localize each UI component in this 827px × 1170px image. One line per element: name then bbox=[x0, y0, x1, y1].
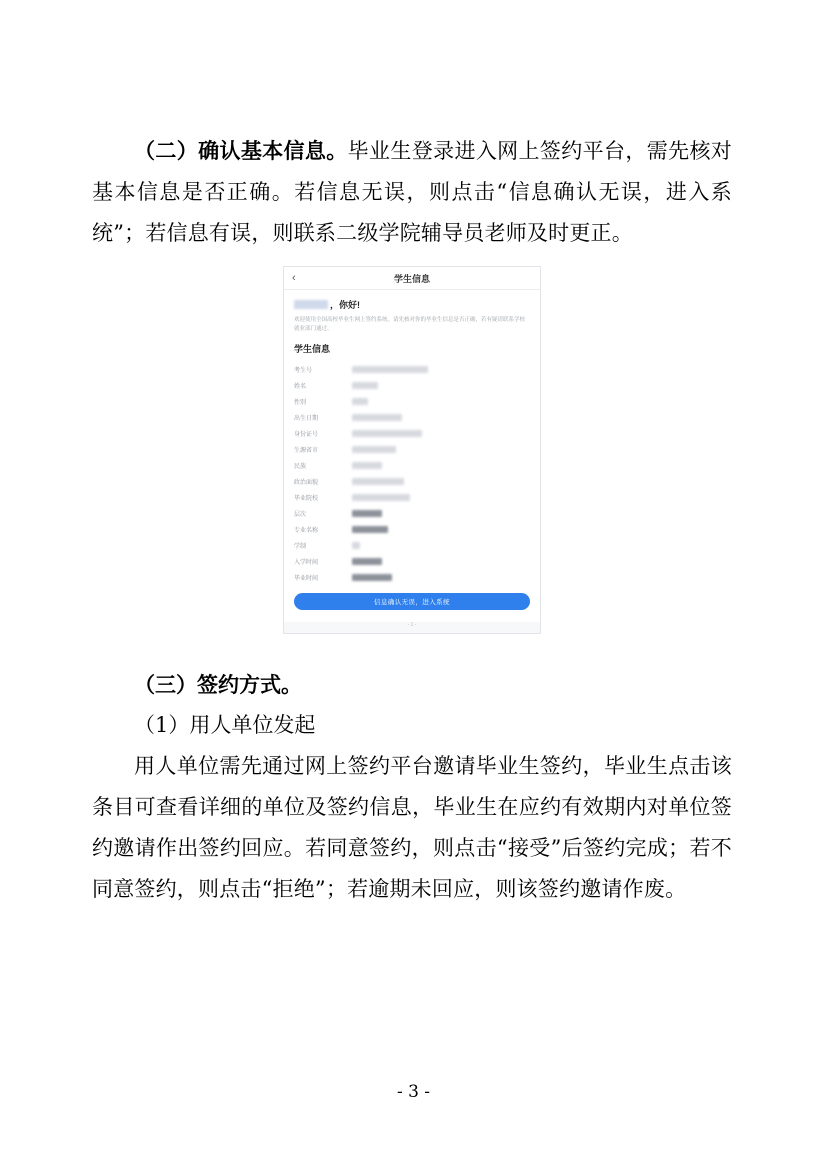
list-item bbox=[294, 521, 530, 537]
list-item bbox=[294, 409, 530, 425]
list-item bbox=[294, 489, 530, 505]
field-label: 政治面貌 bbox=[294, 479, 319, 486]
field-value-redaction bbox=[352, 398, 368, 405]
paragraph-employer-initiated-detail: 用人单位需先通过网上签约平台邀请毕业生签约，毕业生点击该条目可查看详细的单位及签约信息，毕业生在应约有效期内对单位签约邀请作出签约回应。若同意签约，则点击“接受”后签约完成；若不同意签约，则点击“拒绝”；若逾期未回应，则该签约邀请作废。 bbox=[92, 754, 732, 901]
field-label: 生源省市 bbox=[294, 447, 319, 454]
field-value-redaction bbox=[352, 382, 378, 389]
chevron-left-icon[interactable]: ‹ bbox=[292, 272, 296, 284]
list-item bbox=[294, 553, 530, 569]
field-label: 毕业院校 bbox=[294, 495, 319, 502]
subheading-employer-initiated: （1）用人单位发起 bbox=[134, 713, 316, 737]
field-label: 民族 bbox=[294, 463, 307, 470]
field-value-redaction bbox=[352, 478, 404, 485]
list-item bbox=[294, 537, 530, 553]
paragraph-lead-label: （二）确认基本信息。 bbox=[134, 138, 348, 163]
greeting-text: ，你好! bbox=[330, 300, 360, 310]
list-item bbox=[294, 505, 530, 521]
phone-screenshot-figure bbox=[92, 266, 732, 634]
list-item bbox=[294, 473, 530, 489]
field-label: 专业名称 bbox=[294, 527, 319, 534]
field-value-redaction bbox=[352, 430, 422, 437]
field-label: 层次 bbox=[294, 511, 307, 518]
list-item bbox=[294, 393, 530, 409]
field-label: 身份证号 bbox=[294, 431, 319, 438]
field-value-redaction bbox=[352, 494, 410, 501]
phone-footer-text: - 1 - bbox=[407, 622, 417, 628]
page-number: - 3 - bbox=[396, 1082, 431, 1102]
confirm-info-button[interactable]: 信息确认无误，进入系统 bbox=[294, 593, 530, 610]
field-value-redaction bbox=[352, 510, 382, 517]
field-label: 出生日期 bbox=[294, 415, 319, 422]
spacer bbox=[92, 634, 732, 664]
field-value-redaction bbox=[352, 414, 402, 421]
field-label: 学制 bbox=[294, 543, 307, 550]
student-info-section-title: 学生信息 bbox=[294, 344, 331, 354]
field-label: 性别 bbox=[294, 399, 307, 406]
field-value-redaction bbox=[352, 558, 382, 565]
list-item bbox=[294, 361, 530, 377]
field-value-redaction bbox=[352, 462, 382, 469]
list-item bbox=[294, 377, 530, 393]
list-item bbox=[294, 457, 530, 473]
paragraph-confirm-basic-info bbox=[92, 130, 732, 254]
student-info-field-list bbox=[294, 361, 530, 585]
field-value-redaction bbox=[352, 366, 428, 373]
list-item bbox=[294, 569, 530, 585]
greeting-row bbox=[294, 298, 530, 311]
field-label: 入学时间 bbox=[294, 559, 319, 566]
field-label: 姓名 bbox=[294, 383, 307, 390]
phone-header-title: 学生信息 bbox=[393, 273, 430, 284]
field-label: 考生号 bbox=[294, 367, 313, 374]
phone-body bbox=[284, 290, 540, 622]
field-label: 毕业时间 bbox=[294, 575, 319, 582]
list-item bbox=[294, 425, 530, 441]
list-item bbox=[294, 441, 530, 457]
field-value-redaction bbox=[352, 446, 396, 453]
document-content bbox=[92, 130, 732, 910]
field-value-redaction bbox=[352, 574, 392, 581]
masked-name-redaction bbox=[294, 300, 328, 309]
welcome-notice: 欢迎使用全国高校毕业生网上签约系统。请先核对你的毕业生信息是否正确，若有疑请联系学校就业部门通过。 bbox=[294, 317, 526, 332]
heading-signing-method: （三）签约方式。 bbox=[134, 672, 302, 697]
phone-header bbox=[284, 267, 540, 290]
field-value-redaction bbox=[352, 542, 360, 549]
paragraph-body-text: 毕业生登录进入网上签约平台，需先核对基本信息是否正确。若信息无误，则点击“信息确认无误，进入系统”；若信息有误，则联系二级学院辅导员老师及时更正。 bbox=[92, 139, 733, 245]
field-value-redaction bbox=[352, 526, 388, 533]
phone-screenshot bbox=[283, 266, 541, 634]
